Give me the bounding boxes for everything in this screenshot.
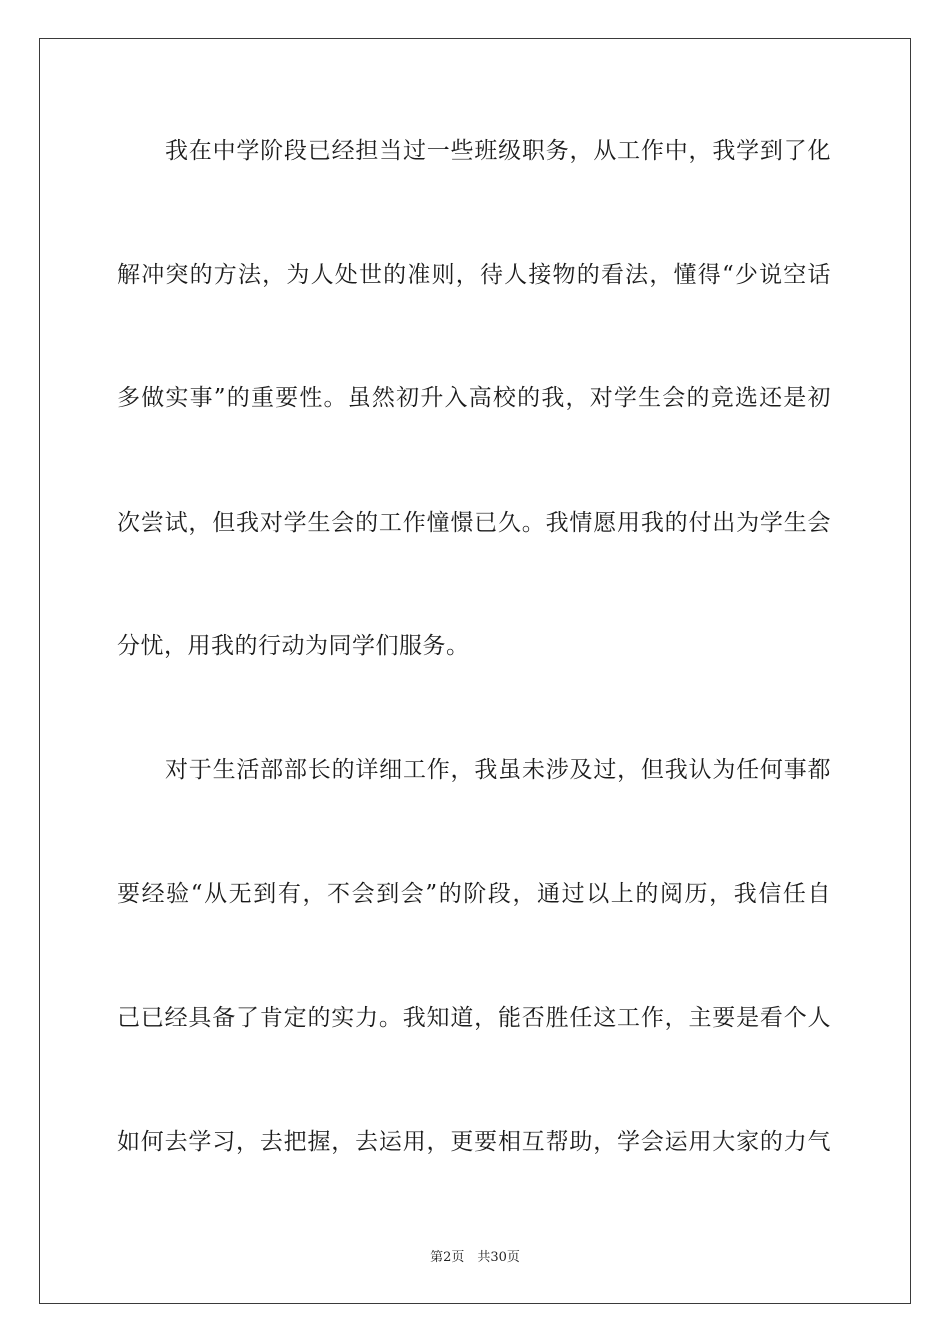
paragraph-1-line-4: 次尝试，但我对学生会的工作憧憬已久。我情愿用我的付出为学生会: [117, 510, 831, 536]
paragraph-1-line-1: 我在中学阶段已经担当过一些班级职务，从工作中，我学到了化: [165, 138, 831, 164]
page-border: [39, 38, 911, 1304]
paragraph-2-line-2: 要经验“从无到有，不会到会”的阶段，通过以上的阅历，我信任自: [117, 881, 831, 907]
paragraph-2-line-3: 己已经具备了肯定的实力。我知道，能否胜任这工作，主要是看个人: [117, 1005, 831, 1031]
paragraph-1-line-5: 分忧，用我的行动为同学们服务。: [117, 633, 470, 659]
paragraph-2-line-4: 如何去学习，去把握，去运用，更要相互帮助，学会运用大家的力气: [117, 1129, 831, 1155]
paragraph-2-line-1: 对于生活部部长的详细工作，我虽未涉及过，但我认为任何事都: [165, 757, 831, 783]
paragraph-1-line-3: 多做实事”的重要性。虽然初升入高校的我，对学生会的竞选还是初: [117, 385, 831, 411]
page-number-footer: 第2页 共30页: [430, 1250, 520, 1265]
paragraph-1-line-2: 解冲突的方法，为人处世的准则，待人接物的看法，懂得“少说空话: [117, 262, 831, 288]
